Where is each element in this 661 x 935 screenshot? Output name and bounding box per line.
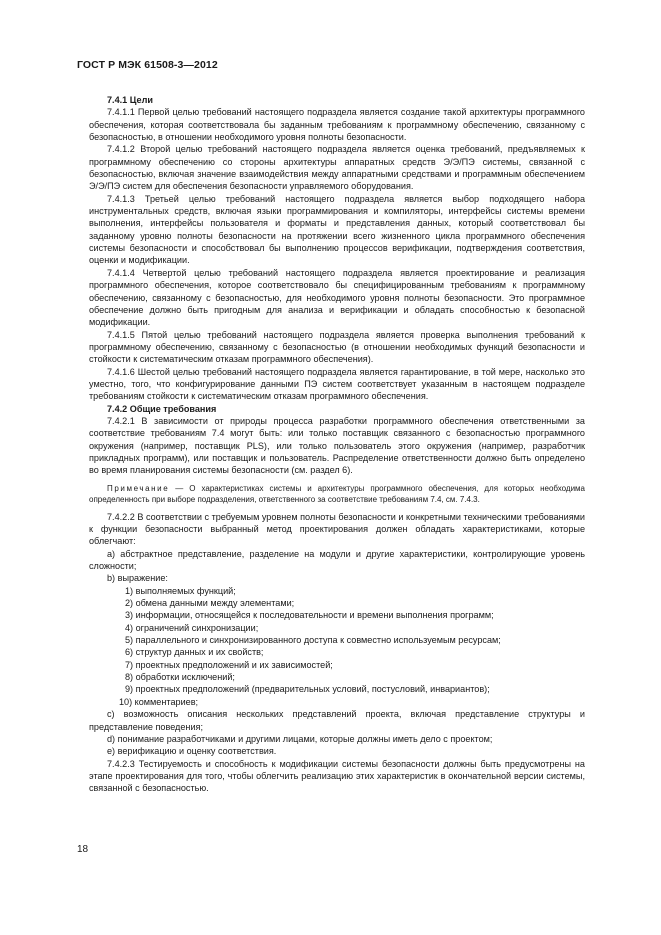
list-item-b-5: 5) параллельного и синхронизированного доступа к совместно используемым ресурсам; [125, 635, 501, 646]
paragraph-7-4-2-2: 7.4.2.2 В соответствии с требуемым уровнем полноты безопасности и конкретными техническими требованиями к функции безопасности выбранный метод проектирования должен обладать характеристиками, которые облегчают: [89, 511, 585, 547]
list-item-b-1: 1) выполняемых функций; [125, 585, 236, 596]
list-item-a: a) абстрактное представление, разделение на модули и другие характеристики, контролирующие уровень сложности; [89, 548, 585, 572]
paragraph-7-4-2-1: 7.4.2.1 В зависимости от природы процесса разработки программного обеспечения ответственными за соответствие требованиям 7.4 могут быть: или только поставщик связанного с безопасностью программного окружения (например, поставщик PLS), или только пользователь этого окружения (например, разработчик прикладных программ), или поставщик и пользователь. Распределение ответственности должно быть определено во время планирования системы безопасности (см. раздел 6). [89, 415, 585, 476]
list-item-b-3: 3) информации, относящейся к последовательности и времени выполнения программ; [125, 610, 494, 621]
section-heading-7-4-2: 7.4.2 Общие требования [107, 403, 217, 414]
list-item-b-8: 8) обработки исключений; [125, 672, 235, 683]
list-item-c: c) возможность описания нескольких представлений проекта, включая представление структуры и представление поведения; [89, 709, 585, 732]
note-text: — О характеристиках системы и архитектуры программного обеспечения, для которых необходима определенность при выборе подразделения, ответственного за соответствие требованиям 7.4, см. 7.4.3. [89, 483, 585, 504]
standard-header: ГОСТ Р МЭК 61508-3—2012 [77, 59, 218, 71]
paragraph-7-4-2-3: 7.4.2.3 Тестируемость и способность к модификации системы безопасности должны быть предусмотрены на этапе проектирования для того, чтобы облегчить реализацию этих характеристик в окончательной версии системы, связанной с безопасностью. [89, 758, 585, 794]
note [89, 483, 585, 505]
list-item-b-6: 6) структур данных и их свойств; [125, 647, 264, 658]
list-item-b-9: 9) проектных предположений (предварительных условий, постусловий, инвариантов); [125, 684, 490, 695]
paragraph-7-4-1-3: 7.4.1.3 Третьей целью требований настоящего подраздела является выбор подходящего набора инструментальных средств, включая языки программирования и компиляторы, интерфейсы системы времени выполнения, интерфейсы пользователя и форматы и представления данных, который соответствовал бы заданному уровню полноты безопасности на протяжении всего жизненного цикла программного обеспечения системы безопасности и способствовал бы выполнению процессов верификации, подтверждения соответствия, оценки и модификации. [89, 193, 585, 266]
list-item-b-2: 2) обмена данными между элементами; [125, 598, 295, 609]
note-label: Примечание [107, 483, 170, 493]
list-item-b-10: 10) комментариев; [119, 696, 199, 707]
paragraph-7-4-1-6: 7.4.1.6 Шестой целью требований настоящего подраздела является гарантирование, в той мере, насколько это уместно, того, что конфигурирование данными ПЭ систем соответствует указанным в настоящем подразделе требованиям стойкости к систематическим отказам программного обеспечения. [89, 366, 585, 402]
section-heading-7-4-1: 7.4.1 Цели [107, 95, 153, 105]
list-item-b: b) выражение: [107, 573, 168, 584]
page-number: 18 [77, 844, 89, 855]
list-item-b-4: 4) ограничений синхронизации; [125, 622, 259, 633]
paragraph-7-4-1-1: 7.4.1.1 Первой целью требований настоящего подраздела является создание такой архитектуры программного обеспечения, которая соответствовала бы заданным требованиям к программному обеспечению, связанному с безопасностью, в отношении необходимого уровня полноты безопасности. [89, 107, 585, 143]
paragraph-7-4-1-2: 7.4.1.2 Второй целью требований настоящего подраздела является оценка требований, предъявляемых к программному обеспечению со стороны архитектуры аппаратных средств Э/Э/ПЭ системы, связанной с безопасностью, включая значение взаимодействия между аппаратными средствами и программным обеспечением Э/Э/ПЭ систем для обеспечения безопасности управляемого оборудования. [89, 144, 585, 192]
list-item-e: e) верификацию и оценку соответствия. [107, 746, 277, 757]
list-item-d: d) понимание разработчиками и другими лицами, которые должны иметь дело с проектом; [107, 733, 493, 744]
paragraph-7-4-1-4: 7.4.1.4 Четвертой целью требований настоящего подраздела является проектирование и реализация программного обеспечения, которое соответствовало бы специфицированным требованиям к программному обеспечению, связанному с безопасностью, для необходимого уровня полноты безопасности. Это программное обеспечение должно быть пригодным для анализа и верификации и обладать способностью к безопасной модификации. [89, 267, 585, 328]
document-body [89, 94, 585, 795]
paragraph-7-4-1-5: 7.4.1.5 Пятой целью требований настоящего подраздела является проверка выполнения требований к программному обеспечению, связанному с безопасностью (в отношении необходимых функций безопасности и стойкости к систематическим отказам программного обеспечения). [89, 329, 585, 365]
list-item-b-7: 7) проектных предположений и их зависимостей; [125, 659, 333, 670]
